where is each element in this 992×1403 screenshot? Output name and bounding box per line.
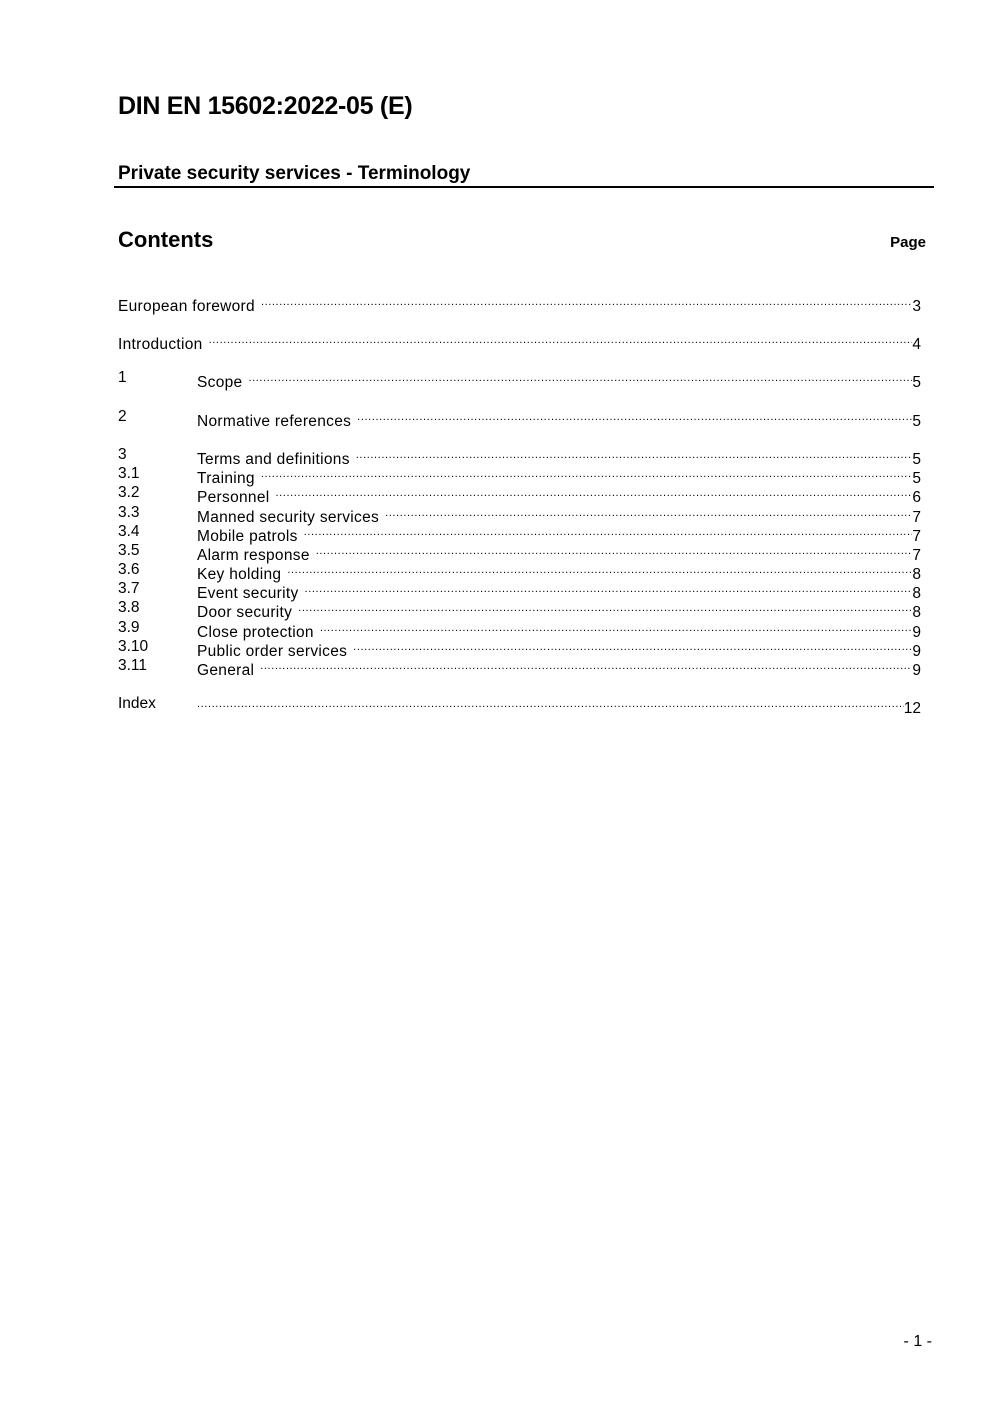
- toc-page-number: 5: [912, 413, 921, 430]
- toc-number: 2: [118, 408, 127, 425]
- document-id: DIN EN 15602:2022-05 (E): [118, 92, 413, 120]
- toc-page-number: 5: [912, 451, 921, 468]
- toc-label: Training: [197, 470, 255, 487]
- toc-entry-public-order-services[interactable]: [118, 637, 921, 660]
- toc-entry-door-security[interactable]: [118, 598, 921, 621]
- toc-number: 3.3: [118, 504, 140, 521]
- toc-leader-dots: [248, 368, 912, 387]
- toc-number: 3.4: [118, 523, 140, 540]
- toc-entry-mobile-patrols[interactable]: [118, 522, 921, 545]
- toc-label: Close protection: [197, 624, 314, 641]
- toc-entry-close-protection[interactable]: [118, 618, 921, 641]
- toc-number: 3.5: [118, 542, 140, 559]
- toc-entry-event-security[interactable]: [118, 579, 921, 602]
- toc-page-number: 6: [912, 489, 921, 506]
- toc-label: Introduction: [118, 336, 203, 353]
- toc-leader-dots: [276, 483, 913, 502]
- toc-leader-dots: [209, 330, 913, 349]
- toc-label: Event security: [197, 585, 299, 602]
- toc-label: Key holding: [197, 566, 282, 583]
- toc-page-number: 12: [903, 700, 921, 717]
- toc-entry-normative-references[interactable]: [118, 407, 921, 430]
- toc-page-number: 9: [912, 624, 921, 641]
- footer-page-number: - 1 -: [903, 1333, 932, 1350]
- toc-number: 3.11: [118, 657, 148, 674]
- toc-page-number: 7: [912, 528, 921, 545]
- toc-label: Public order services: [197, 643, 348, 660]
- toc-number: 3.6: [118, 561, 140, 578]
- toc-leader-dots: [305, 579, 913, 598]
- toc-label: Manned security services: [197, 509, 380, 526]
- toc-entry-training[interactable]: [118, 464, 921, 487]
- toc-page-number: 9: [912, 643, 921, 660]
- toc-leader-dots: [320, 618, 913, 637]
- toc-page-number: 4: [912, 336, 921, 353]
- toc-label: Mobile patrols: [197, 528, 298, 545]
- toc-page-number: 8: [912, 585, 921, 602]
- toc-leader-dots: [261, 292, 912, 311]
- toc-entry-scope[interactable]: [118, 368, 921, 391]
- toc-label: Terms and definitions: [197, 451, 350, 468]
- toc-number: 3.2: [118, 484, 140, 501]
- toc-page-number: 5: [912, 470, 921, 487]
- toc-page-number: 5: [912, 374, 921, 391]
- title-rule: [114, 186, 934, 188]
- toc-page-number: 8: [912, 566, 921, 583]
- toc-label: General: [197, 662, 255, 679]
- toc-number: 3.8: [118, 599, 140, 616]
- toc-leader-dots: [356, 445, 913, 464]
- toc-number: 3.7: [118, 580, 140, 597]
- toc-leader-dots: [197, 694, 904, 713]
- toc-page-number: 3: [912, 298, 921, 315]
- toc-number: Index: [118, 695, 156, 712]
- toc-entry-introduction[interactable]: [118, 330, 921, 353]
- toc-leader-dots: [261, 464, 913, 483]
- toc-leader-dots: [353, 637, 912, 656]
- toc-label: Alarm response: [197, 547, 310, 564]
- toc-number: 3.9: [118, 619, 140, 636]
- toc-leader-dots: [304, 522, 913, 541]
- document-title: Private security services - Terminology: [118, 163, 471, 184]
- toc-label: European foreword: [118, 298, 255, 315]
- toc-leader-dots: [260, 656, 912, 675]
- toc-number: 3.10: [118, 638, 149, 655]
- page-column-label: Page: [890, 234, 926, 251]
- toc-label: Normative references: [197, 413, 352, 430]
- toc-leader-dots: [357, 407, 912, 426]
- toc-leader-dots: [287, 560, 912, 579]
- toc-entry-terms-and-definitions[interactable]: [118, 445, 921, 468]
- toc-entry-key-holding[interactable]: [118, 560, 921, 583]
- toc-number: 3.1: [118, 465, 140, 482]
- toc-page-number: 7: [912, 509, 921, 526]
- toc-label: Personnel: [197, 489, 270, 506]
- toc-number: 1: [118, 369, 127, 386]
- toc-entry-index[interactable]: [118, 694, 921, 717]
- toc-page-number: 8: [912, 604, 921, 621]
- toc-page-number: 7: [912, 547, 921, 564]
- toc-number: 3: [118, 446, 127, 463]
- toc-page-number: 9: [912, 662, 921, 679]
- contents-heading: Contents: [118, 227, 214, 252]
- toc-entry-alarm-response[interactable]: [118, 541, 921, 564]
- toc-entry-personnel[interactable]: [118, 483, 921, 506]
- toc-leader-dots: [316, 541, 913, 560]
- toc-leader-dots: [385, 503, 912, 522]
- toc-entry-european-foreword[interactable]: [118, 292, 921, 315]
- toc-entry-general[interactable]: [118, 656, 921, 679]
- toc-leader-dots: [298, 598, 912, 617]
- toc-entry-manned-security-services[interactable]: [118, 503, 921, 526]
- toc-label: Door security: [197, 604, 293, 621]
- toc-label: Scope: [197, 374, 243, 391]
